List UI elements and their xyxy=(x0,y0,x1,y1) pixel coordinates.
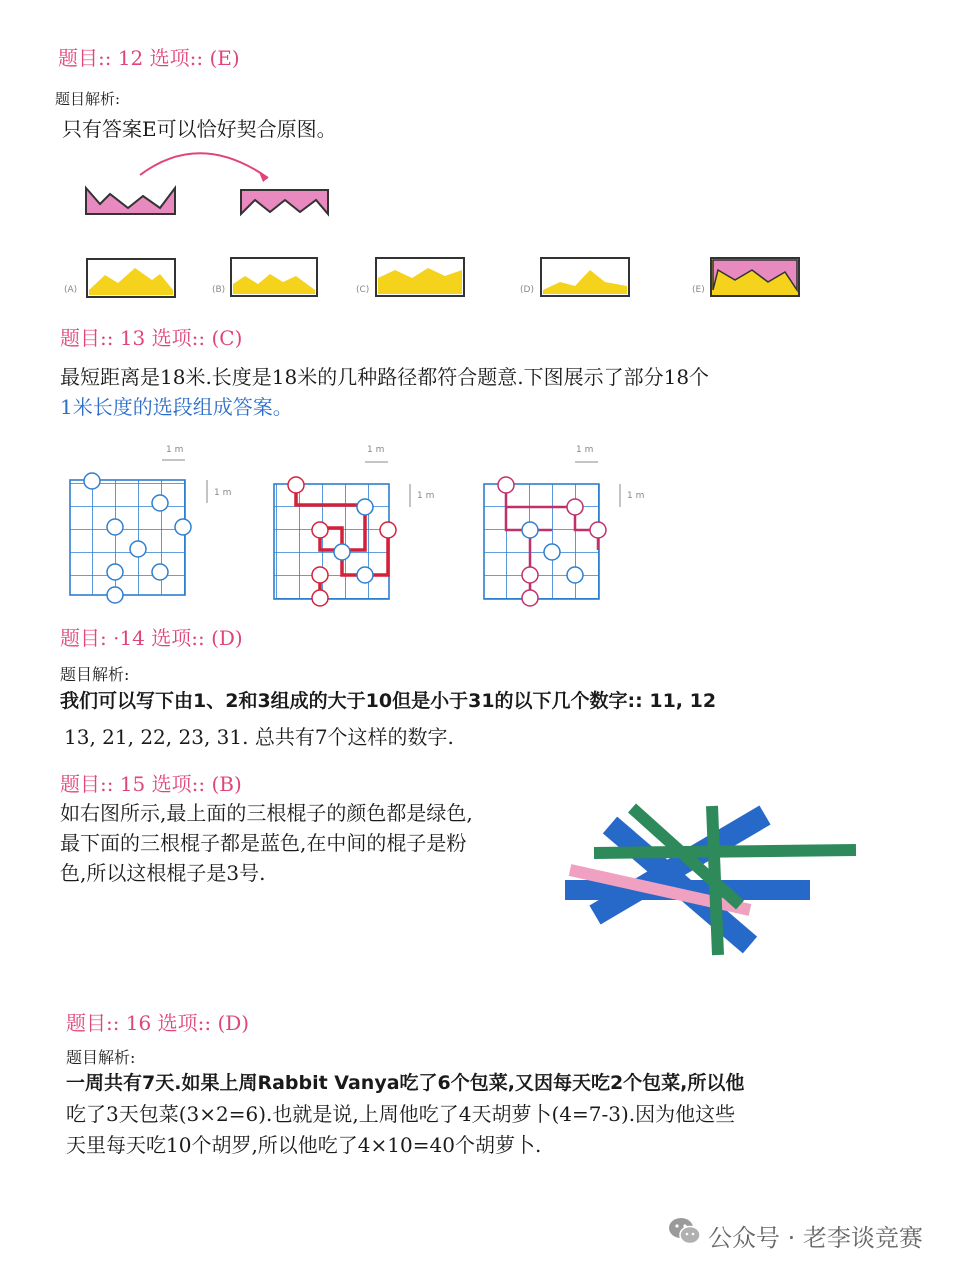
grid-3-scale-top: 1 m xyxy=(576,445,594,455)
grid-2-scale-side: 1 m xyxy=(417,491,435,501)
watermark-text: 公众号 · 老李谈竞赛 xyxy=(708,1224,923,1252)
q12-heading: 题目:: 12 选项:: (E) xyxy=(58,46,240,70)
option-a-label: (A) xyxy=(64,285,78,295)
grid-1-scale-side: 1 m xyxy=(214,488,232,498)
grid-1-scale-top: 1 m xyxy=(166,445,184,455)
q16-heading: 题目:: 16 选项:: (D) xyxy=(66,1011,250,1035)
wechat-icon xyxy=(668,1216,702,1246)
grid-2-scale-top: 1 m xyxy=(367,445,385,455)
q13-heading: 题目:: 13 选项:: (C) xyxy=(60,326,243,350)
option-e-label: (E) xyxy=(692,285,705,295)
q16-line3: 天里每天吃10个胡罗,所以他吃了4×10=40个胡萝卜. xyxy=(66,1133,542,1157)
option-d-label: (D) xyxy=(520,285,534,295)
option-c-label: (C) xyxy=(356,285,370,295)
q15-heading: 题目:: 15 选项:: (B) xyxy=(60,772,242,796)
q14-line2: 13, 21, 22, 23, 31. 总共有7个这样的数字. xyxy=(64,725,454,749)
q15-line3: 色,所以这根棍子是3号. xyxy=(60,861,266,885)
q16-line1: 一周共有7天.如果上周Rabbit Vanya吃了6个包菜,又因每天吃2个包菜,所以他 xyxy=(66,1072,745,1094)
q13-line2: 1米长度的选段组成答案。 xyxy=(60,395,293,419)
q12-text: 只有答案E可以恰好契合原图。 xyxy=(62,117,337,141)
q13-line1: 最短距离是18米.长度是18米的几种路径都符合题意.下图展示了部分18个 xyxy=(60,365,710,389)
q16-line2: 吃了3天包菜(3×2=6).也就是说,上周他吃了4天胡萝卜(4=7-3).因为他这些 xyxy=(66,1102,736,1126)
q12-analysis-label: 题目解析: xyxy=(55,90,121,108)
q14-analysis-label: 题目解析: xyxy=(60,665,130,684)
q14-line1: 我们可以写下由1、2和3组成的大于10但是小于31的以下几个数字:: 11, 12 xyxy=(60,690,717,712)
grid-3-scale-side: 1 m xyxy=(627,491,645,501)
option-b-label: (B) xyxy=(212,285,226,295)
q15-line2: 最下面的三根棍子都是蓝色,在中间的棍子是粉 xyxy=(60,831,467,855)
q16-analysis-label: 题目解析: xyxy=(66,1048,136,1067)
q14-heading: 题目: ·14 选项:: (D) xyxy=(60,626,243,650)
q15-line1: 如右图所示,最上面的三根棍子的颜色都是绿色, xyxy=(60,801,473,825)
